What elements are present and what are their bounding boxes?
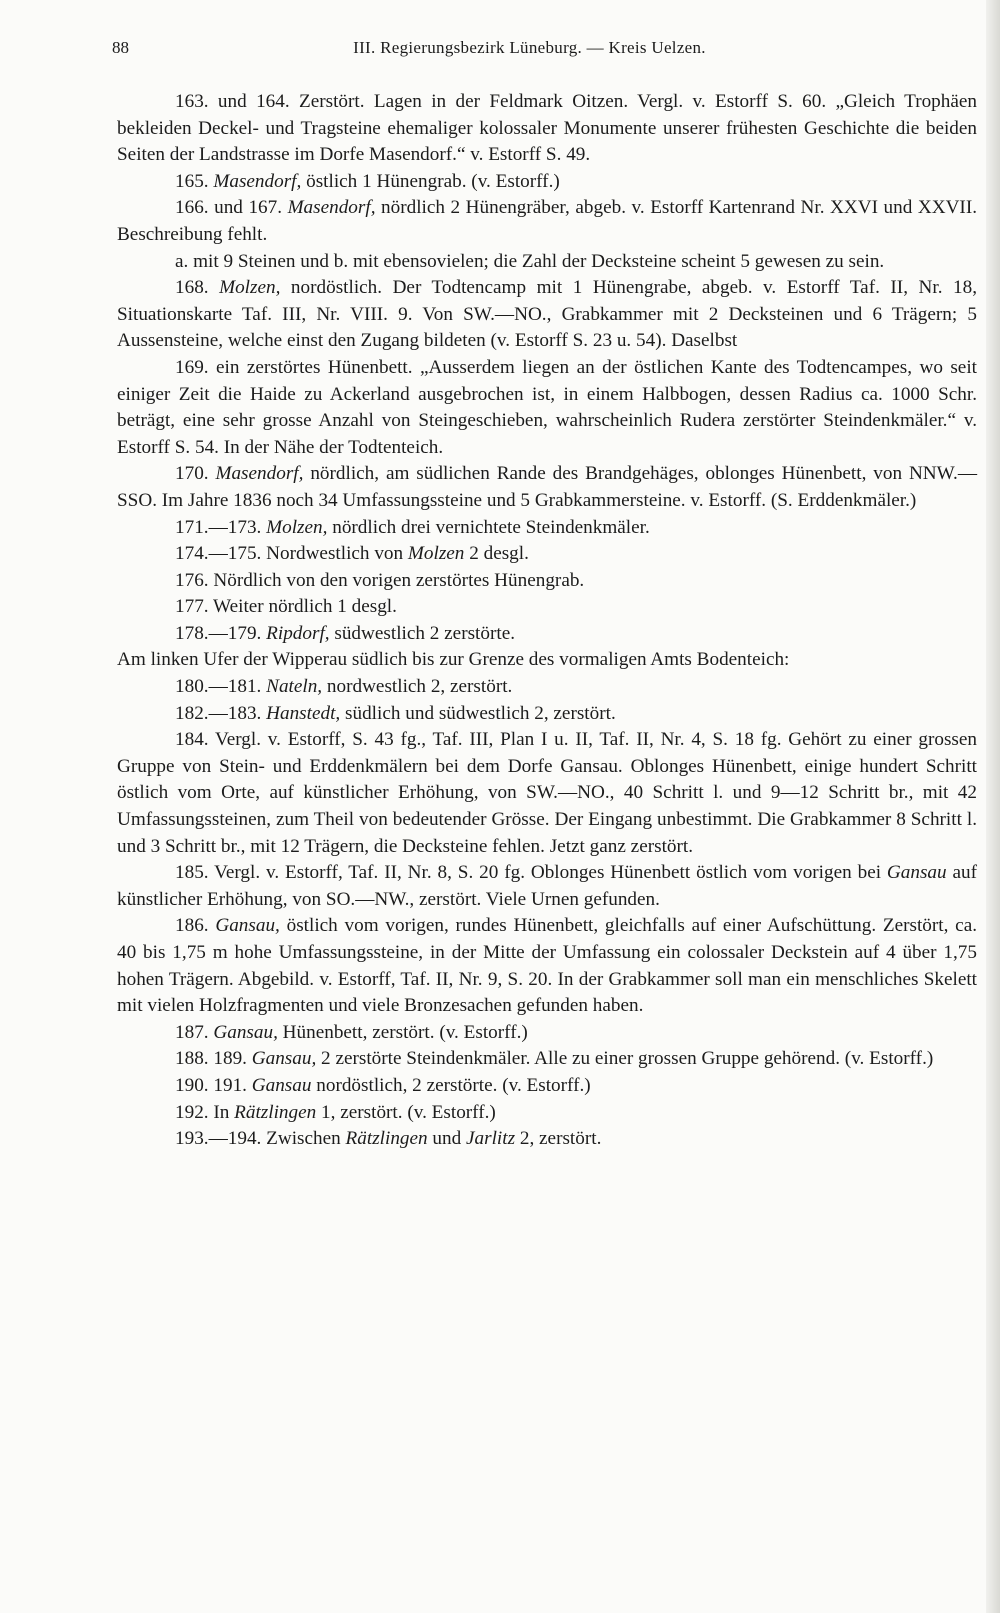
- text-run: 187.: [175, 1021, 214, 1043]
- text-run: 190. 191.: [175, 1074, 252, 1096]
- entry-paragraph: [117, 195, 977, 248]
- text-run: und: [427, 1128, 466, 1150]
- text-run: 177. Weiter nördlich 1 desgl.: [175, 596, 397, 618]
- text-run: 192. In: [175, 1101, 235, 1123]
- text-run: 1, zerstört. (v. Estorff.): [316, 1101, 496, 1123]
- text-run: 193.—194. Zwischen: [175, 1128, 346, 1150]
- text-run: Am linken Ufer der Wipperau südlich bis zur Grenze des vormaligen Amts Bodenteich:: [117, 649, 790, 671]
- place-name: Rätzlingen: [234, 1101, 317, 1123]
- place-name: Masendorf,: [215, 463, 304, 485]
- entry-paragraph: [117, 275, 977, 355]
- entry-paragraph: [117, 568, 977, 595]
- place-name: Gansau,: [215, 915, 280, 937]
- text-run: südlich und südwestlich 2, zerstört.: [340, 702, 616, 724]
- place-name: Jarlitz: [466, 1128, 516, 1150]
- text-run: 185. Vergl. v. Estorff, Taf. II, Nr. 8, S. 20 fg. Oblonges Hünenbett östlich vom vorigen bei: [175, 862, 887, 884]
- text-run: 176. Nördlich von den vorigen zerstörtes Hünengrab.: [175, 569, 585, 591]
- place-name: Gansau,: [213, 1021, 278, 1043]
- text-run: 2 zerstörte Steindenkmäler. Alle zu einer grossen Gruppe gehörend. (v. Estorff.): [316, 1048, 934, 1070]
- place-name: Molzen,: [219, 277, 281, 299]
- text-run: 188. 189.: [175, 1048, 252, 1070]
- place-name: Gansau: [886, 862, 947, 884]
- text-run: nördlich drei vernichtete Steindenkmäler.: [327, 516, 650, 538]
- running-title: III. Regierungsbezirk Lüneburg. — Kreis Uelzen.: [353, 38, 706, 57]
- page-number: 88: [112, 38, 129, 57]
- text-run: 166. und 167.: [175, 197, 288, 219]
- entry-paragraph: [117, 1100, 977, 1127]
- entry-paragraph: [117, 860, 977, 913]
- place-name: Nateln,: [266, 676, 323, 698]
- text-run: 163. und 164. Zerstört. Lagen in der Feldmark Oitzen. Vergl. v. Estorff S. 60. „Gleich Trophäen bekleiden Deckel- und Tragsteine ehemaliger kolossaler Monumente unserer frühesten Geschichte die beiden Seiten der Landstrasse im Dorfe Masendorf.“ v. Estorff S. 49.: [117, 91, 977, 166]
- entry-paragraph: [117, 355, 977, 461]
- entry-paragraph: [117, 461, 977, 514]
- entry-paragraph: [117, 621, 977, 648]
- text-run: 168.: [175, 277, 220, 299]
- text-run: 182.—183.: [175, 702, 267, 724]
- text-run: südwestlich 2 zerstörte.: [329, 622, 516, 644]
- text-run: nordöstlich. Der Todtencamp mit 1 Hünengrabe, abgeb. v. Estorff Taf. II, Nr. 18, Situationskarte Taf. III, Nr. VIII. 9. Von SW.—NO., Grabkammer mit 2 Decksteinen und 6 Trägern; 5 Aussensteine, welche einst den Zugang bildeten (v. Estorff S. 23 u. 54). Daselbst: [117, 277, 977, 352]
- place-name: Gansau: [251, 1074, 312, 1096]
- text-run: Hünenbett, zerstört. (v. Estorff.): [277, 1021, 528, 1043]
- page-edge: [986, 0, 1000, 1613]
- text-run: 180.—181.: [175, 676, 267, 698]
- text-run: 174.—175. Nordwestlich von: [175, 543, 408, 565]
- entry-paragraph: [117, 89, 977, 169]
- place-name: Ripdorf,: [266, 622, 330, 644]
- place-name: Molzen: [407, 543, 465, 565]
- text-run: 165.: [175, 170, 214, 192]
- text-run: 2 desgl.: [464, 543, 529, 565]
- text-run: 184. Vergl. v. Estorff, S. 43 fg., Taf. III, Plan I u. II, Taf. II, Nr. 4, S. 18 fg. Gehört zu einer grossen Gruppe von Stein- und Erddenkmälern bei dem Dorfe Gansau. Oblonges Hünenbett, einige hundert Schritt östlich vom Orte, auf künstlicher Erhöhung, von SW.—NO., 40 Schritt l. und 9—12 Schritt br., mit 42 Umfassungssteinen, zum Theil von bedeutender Grösse. Der Eingang unbestimmt. Die Grabkammer 8 Schritt l. und 3 Schritt br., mit 12 Trägern, die Decksteine fehlen. Jetzt ganz zerstört.: [117, 729, 977, 857]
- text-run: nordwestlich 2, zerstört.: [322, 676, 513, 698]
- entry-paragraph: [117, 249, 977, 276]
- text-run: a. mit 9 Steinen und b. mit ebensovielen; die Zahl der Decksteine scheint 5 gewesen zu sein.: [175, 250, 885, 272]
- entry-paragraph: [117, 674, 977, 701]
- place-name: Rätzlingen: [345, 1128, 428, 1150]
- body-text: [117, 89, 977, 1153]
- entry-paragraph: [117, 647, 977, 674]
- place-name: Masendorf,: [213, 170, 302, 192]
- place-name: Hanstedt,: [266, 702, 341, 724]
- text-run: 169. ein zerstörtes Hünenbett. „Ausserdem liegen an der östlichen Kante des Todtencampes, wo seit einiger Zeit die Haide zu Ackerland ausgebrochen ist, in einem Halbbogen, dessen Radius ca. 1000 Schr. beträgt, eine sehr grosse Anzahl von Steingeschieben, wahrscheinlich Rudera zerstörter Steindenkmäler.“ v. Estorff S. 54. In der Nähe der Todtenteich.: [117, 356, 977, 458]
- text-run: östlich vom vorigen, rundes Hünenbett, gleichfalls auf einer Aufschüttung. Zerstört, ca. 40 bis 1,75 m hohe Umfassungssteine, in der Mitte der Umfassung ein colossaler Deckstein auf 4 über 1,75 hohen Trägern. Abgebild. v. Estorff, Taf. II, Nr. 9, S. 20. In der Grabkammer soll man ein menschliches Skelett mit vielen Holzfragmenten und viele Bronzesachen gefunden haben.: [117, 915, 978, 1017]
- text-run: nordöstlich, 2 zerstörte. (v. Estorff.): [311, 1074, 591, 1096]
- place-name: Gansau,: [251, 1048, 317, 1070]
- entry-paragraph: [117, 515, 977, 542]
- place-name: Masendorf,: [287, 197, 376, 219]
- text-run: 171.—173.: [175, 516, 267, 538]
- entry-paragraph: [117, 169, 977, 196]
- text-run: 170.: [175, 463, 216, 485]
- text-run: 178.—179.: [175, 622, 267, 644]
- place-name: Molzen,: [266, 516, 328, 538]
- entry-paragraph: [117, 541, 977, 568]
- entry-paragraph: [117, 1020, 977, 1047]
- text-run: 186.: [175, 915, 216, 937]
- text-run: nördlich 2 Hünengräber, abgeb. v. Estorff Kartenrand Nr. XXVI und XXVII. Beschreibung fehlt.: [117, 197, 978, 245]
- text-run: 2, zerstört.: [515, 1128, 602, 1150]
- entry-paragraph: [117, 701, 977, 728]
- text-run: auf künstlicher Erhöhung, von SO.—NW., zerstört. Viele Urnen gefunden.: [117, 862, 977, 910]
- entry-paragraph: [117, 1073, 977, 1100]
- text-run: östlich 1 Hünengrab. (v. Estorff.): [301, 170, 560, 192]
- entry-paragraph: [117, 594, 977, 621]
- entry-paragraph: [117, 913, 977, 1019]
- entry-paragraph: [117, 1126, 977, 1153]
- text-run: nördlich, am südlichen Rande des Brandgehäges, oblonges Hünenbett, von NNW.—SSO. Im Jahre 1836 noch 34 Umfassungssteine und 5 Grabkammersteine. v. Estorff. (S. Erddenkmäler.): [117, 463, 978, 511]
- entry-paragraph: [117, 727, 977, 860]
- page-header: [112, 33, 947, 63]
- entry-paragraph: [117, 1046, 977, 1073]
